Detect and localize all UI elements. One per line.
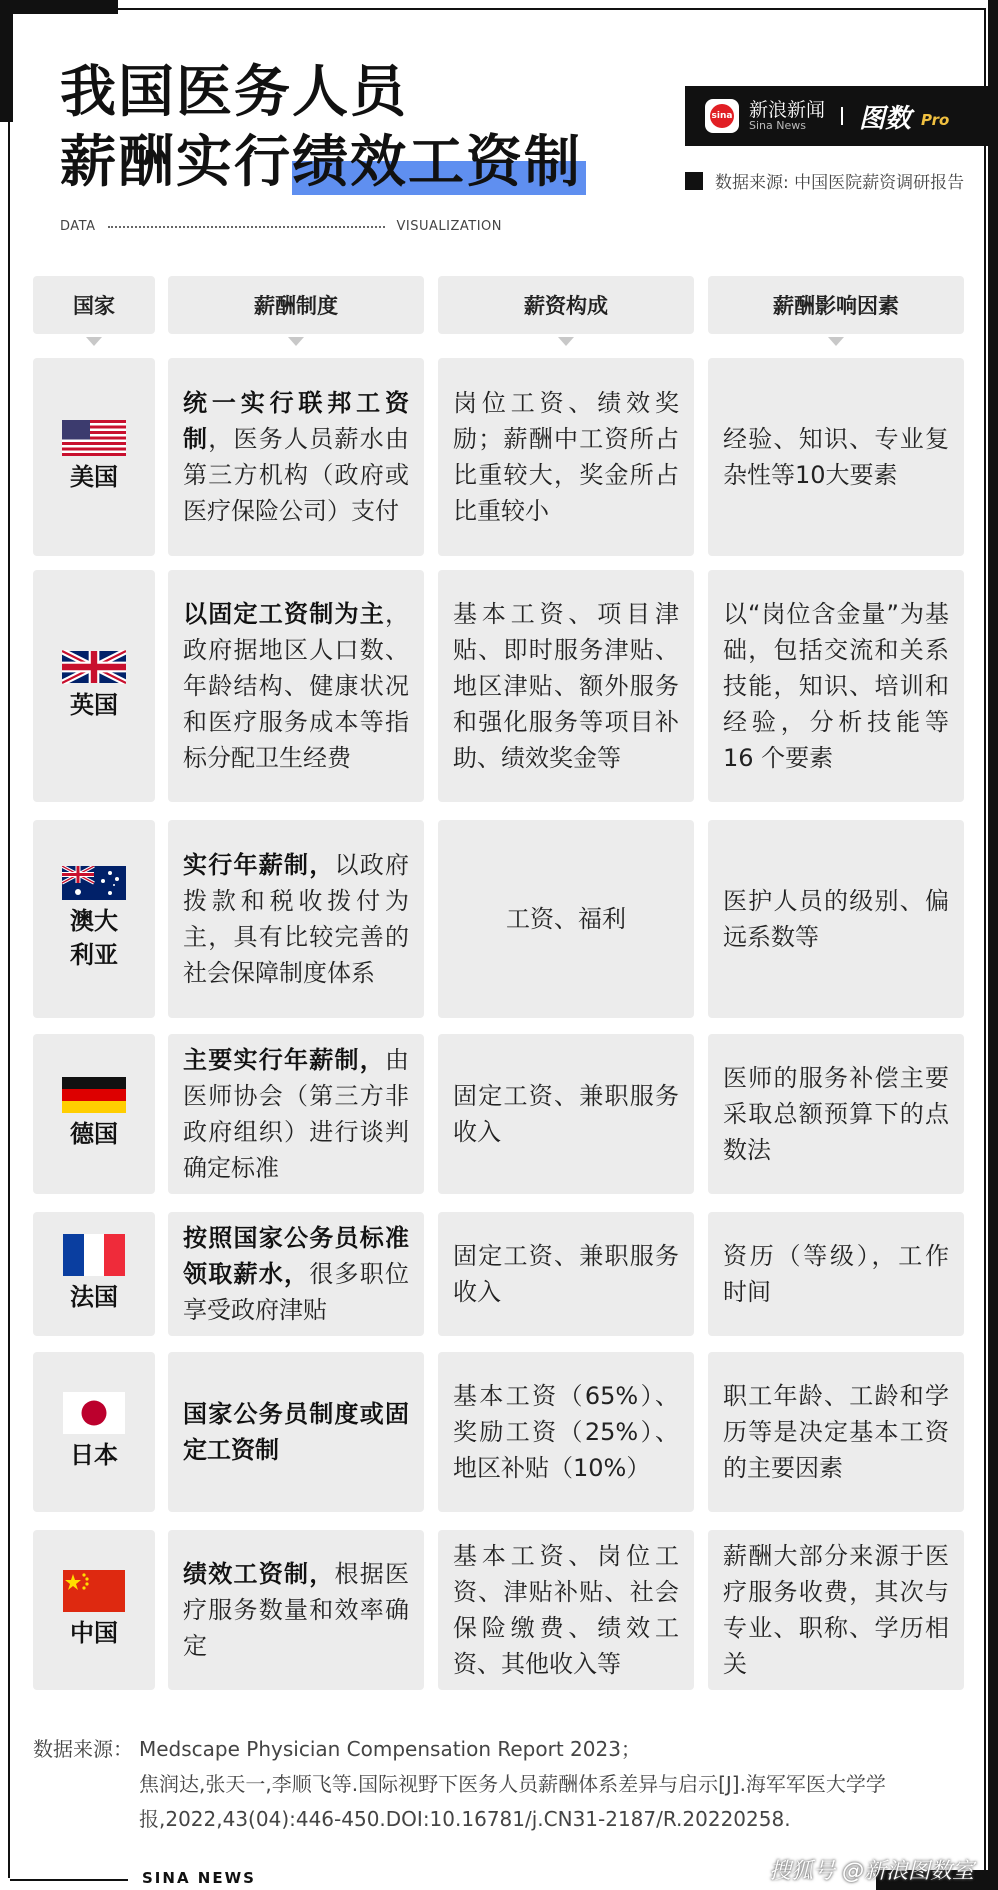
country-name: 中国 (70, 1619, 118, 1647)
composition-cell: 岗位工资、绩效奖励；薪酬中工资所占比重较大，奖金所占比重较小 (438, 358, 694, 556)
japan-flag-icon (63, 1392, 125, 1434)
watermark: 搜狐号 @新浪图数室 (769, 1859, 974, 1884)
data-visualization-rule (60, 219, 502, 234)
pay-system-cell: 按照国家公务员标准领取薪水，很多职位享受政府津贴 (168, 1212, 424, 1336)
data-source-top: 数据来源: 中国医院薪资调研报告 (685, 168, 964, 193)
country-cell-australia (33, 820, 155, 1018)
pay-system-cell: 统一实行联邦工资制，医务人员薪水由第三方机构（政府或医疗保险公司）支付 (168, 358, 424, 556)
square-bullet-icon (685, 172, 703, 190)
composition-cell: 固定工资、兼职服务收入 (438, 1212, 694, 1336)
composition-cell: 固定工资、兼职服务收入 (438, 1034, 694, 1194)
china-flag-icon (63, 1570, 125, 1612)
tushu-logo: 图数 (859, 103, 912, 134)
data-label: DATA (60, 219, 96, 234)
dotted-divider (108, 226, 385, 228)
factors-cell: 医师的服务补偿主要采取总额预算下的点数法 (708, 1034, 964, 1194)
country-name: 美国 (70, 463, 118, 491)
france-flag-icon (63, 1234, 125, 1276)
country-cell-france (33, 1212, 155, 1336)
composition-cell: 工资、福利 (438, 820, 694, 1018)
brand-name-en: Sina News (749, 119, 806, 133)
frame-corner-top (0, 0, 118, 14)
factors-cell: 医护人员的级别、偏远系数等 (708, 820, 964, 1018)
page-title (60, 58, 586, 198)
brand-separator (841, 107, 843, 125)
frame-right-edge (988, 0, 998, 1890)
footnote-line: 焦润达,张天一,李顺飞等.国际视野下医务人员薪酬体系差异与启示[J].海军军医大学学 (139, 1772, 886, 1796)
title-highlight: 绩效工资制 (292, 130, 586, 195)
footnote-line: Medscape Physician Compensation Report 2023； (139, 1737, 641, 1761)
pay-system-cell: 绩效工资制，根据医疗服务数量和效率确定 (168, 1530, 424, 1690)
brand-banner (685, 86, 989, 146)
composition-cell: 基本工资、岗位工资、津贴补贴、社会保险缴费、绩效工资、其他收入等 (438, 1530, 694, 1690)
header-country: 国家 (33, 276, 155, 334)
sina-logo-icon: sina (705, 99, 739, 133)
uk-flag-icon (62, 650, 126, 684)
country-name: 澳大利亚 (70, 907, 118, 969)
germany-flag-icon (62, 1077, 126, 1113)
country-name: 德国 (70, 1120, 118, 1148)
header-pay-system: 薪酬制度 (168, 276, 424, 334)
factors-cell: 经验、知识、专业复杂性等10大要素 (708, 358, 964, 556)
footnote-line: 报,2022,43(04):446-450.DOI:10.16781/j.CN31-2187/R.20220258. (139, 1807, 791, 1831)
sina-news-label: SINA NEWS (128, 1869, 270, 1887)
header-pay-factors: 薪酬影响因素 (708, 276, 964, 334)
factors-cell: 职工年龄、工龄和学历等是决定基本工资的主要因素 (708, 1352, 964, 1512)
brand-name: 新浪新闻 (749, 98, 826, 121)
country-cell-germany (33, 1034, 155, 1194)
pay-system-cell: 主要实行年薪制，由医师协会（第三方非政府组织）进行谈判确定标准 (168, 1034, 424, 1194)
composition-cell: 基本工资、项目津贴、即时服务津贴、地区津贴、额外服务和强化服务等项目补助、绩效奖金等 (438, 570, 694, 802)
factors-cell: 以“岗位含金量”为基础，包括交流和关系技能，知识、培训和经验，分析技能等 16 个要素 (708, 570, 964, 802)
pay-system-cell: 实行年薪制，以政府拨款和税收拨付为主，具有比较完善的社会保障制度体系 (168, 820, 424, 1018)
australia-flag-icon (62, 866, 126, 900)
pay-system-cell: 以固定工资制为主，政府据地区人口数、年龄结构、健康状况和医疗服务成本等指标分配卫生经费 (168, 570, 424, 802)
factors-cell: 资历（等级），工作时间 (708, 1212, 964, 1336)
title-line-2: 薪酬实行 (60, 130, 292, 195)
country-name: 英国 (70, 691, 118, 719)
pay-system-cell: 国家公务员制度或固定工资制 (168, 1352, 424, 1512)
country-cell-china (33, 1530, 155, 1690)
us-flag-icon (62, 420, 126, 456)
country-cell-us (33, 358, 155, 556)
composition-cell: 基本工资（65%）、奖励工资（25%）、地区补贴（10%） (438, 1352, 694, 1512)
country-name: 法国 (70, 1283, 118, 1311)
country-name: 日本 (70, 1441, 118, 1469)
footnote-sources (33, 1732, 961, 1837)
title-line-1: 我国医务人员 (60, 60, 408, 125)
header-pay-composition: 薪资构成 (438, 276, 694, 334)
frame-corner-left (0, 0, 13, 122)
visualization-label: VISUALIZATION (396, 219, 502, 234)
pro-badge: Pro (921, 111, 950, 129)
factors-cell: 薪酬大部分来源于医疗服务收费，其次与专业、职称、学历相关 (708, 1530, 964, 1690)
country-cell-uk (33, 570, 155, 802)
country-cell-japan (33, 1352, 155, 1512)
footnote-label: 数据来源： (33, 1737, 133, 1761)
